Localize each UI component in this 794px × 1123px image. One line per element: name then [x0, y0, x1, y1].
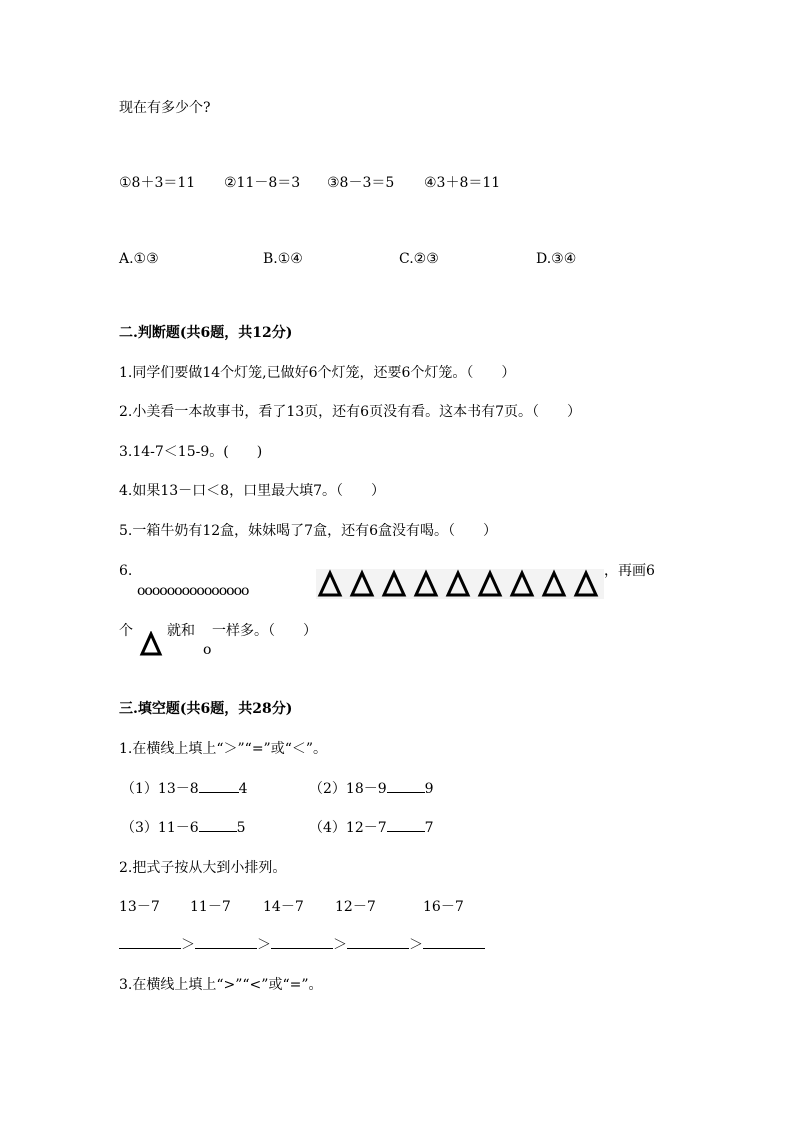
option-b[interactable]: B.①④: [263, 251, 303, 267]
triangle-icon: [384, 573, 404, 595]
fill-q1-item-2: （2）18－9 9: [309, 781, 434, 797]
triangle-icons: [316, 569, 604, 599]
judge-item-6-tail: ，再画6: [604, 563, 655, 579]
fill-q1-text: 1.在横线上填上“＞”“=”或“＜”。: [119, 741, 328, 757]
fill-q1-item-3: （3）11－6 5: [121, 820, 246, 836]
answer-blank[interactable]: [199, 831, 237, 832]
expr-2: 11－7: [190, 899, 231, 915]
question-tail: 现在有多少个?: [119, 100, 211, 116]
judge-item-5: 5.一箱牛奶有12盒，妹妹喝了7盒，还有6盒没有喝。（ ）: [119, 523, 497, 539]
fill-q2-text: 2.把式子按从大到小排列。: [119, 860, 287, 876]
triangle-icon: [352, 573, 372, 595]
answer-blank[interactable]: [119, 948, 181, 949]
formula-4: ④3＋8＝11: [424, 175, 501, 191]
judge-item-2: 2.小美看一本故事书，看了13页，还有6页没有看。这本书有7页。（ ）: [119, 404, 581, 420]
ordering-blanks: ＞ ＞ ＞ ＞: [119, 935, 485, 955]
judge-item-4: 4.如果13－口＜8，口里最大填7。（ ）: [119, 483, 385, 499]
formula-1: ①8＋3＝11: [119, 175, 196, 191]
option-a[interactable]: A.①③: [119, 251, 159, 267]
expr-4: 12－7: [335, 899, 376, 915]
section2-title: 二.判断题(共6题，共12分): [119, 325, 293, 341]
answer-blank[interactable]: [387, 792, 425, 793]
judge-item-6-number: 6.: [119, 563, 133, 579]
expr-3: 14－7: [263, 899, 304, 915]
expr-5: 16－7: [423, 899, 464, 915]
triangle-icon: [512, 573, 532, 595]
answer-blank[interactable]: [423, 948, 485, 949]
judge-item-6-line2-c: 一样多。（ ）: [212, 623, 317, 639]
circle-row: ooooooooooooooo: [137, 583, 249, 599]
triangle-icon: [416, 573, 436, 595]
answer-blank[interactable]: [199, 792, 239, 793]
triangle-icon: [139, 631, 163, 657]
triangle-row: [316, 569, 604, 599]
fill-q1-item-4: （4）12－7 7: [309, 820, 434, 836]
formula-2: ②11－8＝3: [224, 175, 301, 191]
triangle-icon: [480, 573, 500, 595]
expr-1: 13－7: [119, 899, 160, 915]
answer-blank[interactable]: [347, 948, 409, 949]
judge-item-3: 3.14-7＜15-9。( ): [119, 444, 263, 460]
fill-q1-item-1: （1）13－8 4: [121, 781, 248, 797]
section3-title: 三.填空题(共6题，共28分): [119, 701, 293, 717]
option-d[interactable]: D.③④: [536, 251, 577, 267]
answer-blank[interactable]: [271, 948, 333, 949]
judge-item-1: 1.同学们要做14个灯笼,已做好6个灯笼，还要6个灯笼。（ ）: [119, 365, 516, 381]
fill-q3-text: 3.在横线上填上“>”“<”或“=”。: [119, 977, 323, 993]
formula-3: ③8－3＝5: [327, 175, 395, 191]
triangle-icon: [448, 573, 468, 595]
triangle-icon: [576, 573, 596, 595]
judge-item-6-line2-a: 个: [119, 623, 133, 639]
small-circle: o: [203, 642, 212, 658]
answer-blank[interactable]: [387, 831, 425, 832]
answer-blank[interactable]: [195, 948, 257, 949]
option-c[interactable]: C.②③: [399, 251, 439, 267]
judge-item-6-line2-b: 就和: [167, 623, 195, 639]
triangle-icon: [320, 573, 340, 595]
triangle-icon: [544, 573, 564, 595]
